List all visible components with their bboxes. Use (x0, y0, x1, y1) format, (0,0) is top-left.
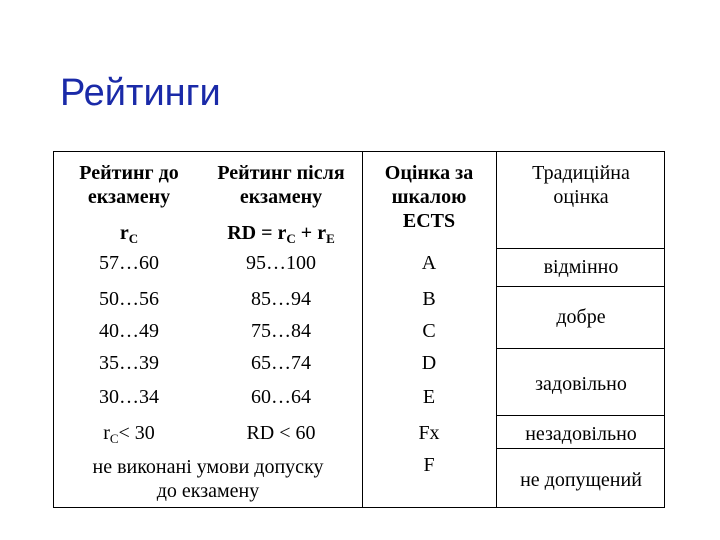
not-admitted-condition: не виконані умови допуску до екзамену (92, 456, 324, 502)
row-after: 75…84 (251, 320, 311, 342)
row-ects: A (421, 252, 437, 274)
header-rating-after: Рейтинг після екзамену (217, 162, 345, 208)
row-before: 57…60 (99, 252, 159, 274)
row-divider (496, 286, 664, 287)
formula-rc: $r_C$ (119, 222, 139, 246)
row-ects: B (422, 288, 436, 310)
fail-ects: Fx (418, 422, 440, 444)
row-divider (496, 348, 664, 349)
row-after: 60…64 (251, 386, 311, 408)
formula-rd: RD = $r_C + r_E$ (227, 222, 335, 246)
fail-before: $r_C< 30$ (103, 422, 155, 446)
header-traditional: Традиційна оцінка (532, 162, 630, 208)
row-ects: C (422, 320, 436, 342)
row-before: 50…56 (99, 288, 159, 310)
grade-not-admitted: не допущений (520, 469, 642, 491)
row-before: 40…49 (99, 320, 159, 342)
row-divider (496, 248, 664, 249)
grade-unsatisfactory: незадовільно (525, 423, 637, 445)
row-ects: E (422, 386, 436, 408)
grade-good: добре (556, 306, 606, 328)
not-admitted-ects: F (423, 454, 435, 476)
row-ects: D (421, 352, 437, 374)
row-before: 30…34 (99, 386, 159, 408)
grade-satisfactory: задовільно (535, 373, 627, 395)
grade-excellent: відмінно (543, 256, 619, 278)
row-after: 85…94 (251, 288, 311, 310)
row-after: 95…100 (246, 252, 316, 274)
row-before: 35…39 (99, 352, 159, 374)
fail-after: RD < 60 (246, 422, 316, 444)
header-ects: Оцінка за шкалою ECTS (384, 162, 474, 232)
row-divider (496, 448, 664, 449)
row-after: 65…74 (251, 352, 311, 374)
header-rating-before: Рейтинг до екзамену (79, 162, 179, 208)
row-divider (496, 415, 664, 416)
page-title: Рейтинги (60, 72, 221, 114)
ratings-table (53, 151, 665, 508)
